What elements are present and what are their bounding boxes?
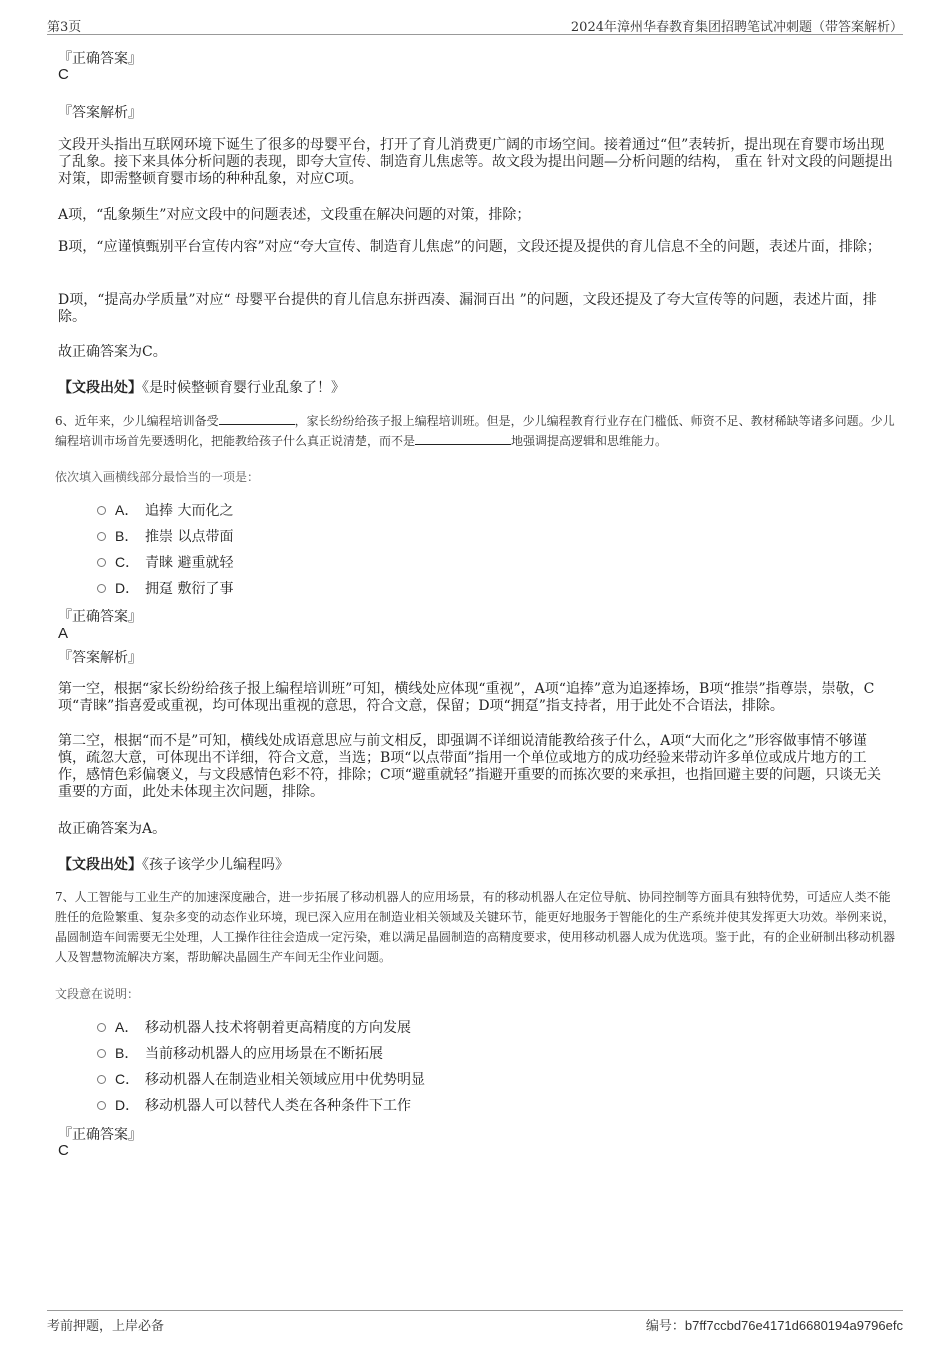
q7-option-d[interactable]: D． 移动机器人可以替代人类在各种条件下工作	[97, 1095, 411, 1115]
footer-slogan: 考前押题，上岸必备	[47, 1319, 165, 1334]
page-header	[47, 14, 903, 35]
q6-option-d[interactable]: D． 拥趸 敷衍了事	[97, 578, 233, 598]
radio-icon[interactable]	[97, 584, 106, 593]
analysis-paragraph: 故正确答案为C。	[58, 344, 167, 360]
q6-option-a[interactable]: A． 追捧 大而化之	[97, 500, 233, 520]
source-bracket: 【文段出处】	[58, 857, 142, 873]
question-7-prompt: 文段意在说明：	[55, 987, 140, 1001]
q6-option-b[interactable]: B． 推崇 以点带面	[97, 526, 233, 546]
source-citation	[58, 854, 289, 874]
fill-blank-2[interactable]	[415, 432, 511, 445]
radio-icon[interactable]	[97, 532, 106, 541]
analysis-paragraph: 第一空，根据“家长纷纷给孩子报上编程培训班”可知，横线处应体现“重视”，A项“追捧”意为追逐捧场，B项“推崇”指尊崇，崇敬，C项“青睐”指喜爱或重视，均可体现出重视的意思，符合文意，保留；D项“拥趸”指支持者，用于此处不合语法，排除。	[58, 681, 875, 714]
question-6-prompt: 依次填入画横线部分最恰当的一项是：	[55, 470, 260, 484]
radio-icon[interactable]	[97, 1101, 106, 1110]
radio-icon[interactable]	[97, 1075, 106, 1084]
q6-option-c[interactable]: C． 青睐 避重就轻	[97, 552, 233, 572]
source-title: 《孩子该学少儿编程吗》	[142, 857, 289, 873]
analysis-label: 『答案解析』	[58, 105, 142, 121]
source-bracket: 【文段出处】	[58, 380, 142, 396]
radio-icon[interactable]	[97, 506, 106, 515]
q7-option-a[interactable]: A． 移动机器人技术将朝着更高精度的方向发展	[97, 1017, 411, 1037]
radio-icon[interactable]	[97, 558, 106, 567]
correct-answer-label: 『正确答案』	[58, 1127, 142, 1143]
question-7-stem: 7、人工智能与工业生产的加速深度融合，进一步拓展了移动机器人的应用场景，有的移动机器人在定位导航、协同控制等方面具有独特优势，可适应人类不能胜任的危险繁重、复杂多变的动态作业环境，现已深入应用在制造业相关领域及关键环节，能更好地服务于智能化的生产系统并使其发挥更大功效。举例来说，晶圆制造车间需要无尘处理，人工操作往往会造成一定污染，难以满足晶圆制造的高精度要求，使用移动机器人成为优选项。鉴于此，有的企业研制出移动机器人及智慧物流解决方案，帮助解决晶圆生产车间无尘作业问题。	[55, 890, 896, 964]
analysis-paragraph: D项，“提高办学质量”对应“ 母婴平台提供的育儿信息东拼西凑、漏洞百出 ”的问题，文段还提及了夸大宣传等的问题，表述片面，排除。	[58, 292, 877, 325]
radio-icon[interactable]	[97, 1049, 106, 1058]
correct-answer: C	[58, 1142, 69, 1159]
correct-answer: C	[58, 66, 69, 83]
q7-option-b[interactable]: B． 当前移动机器人的应用场景在不断拓展	[97, 1043, 383, 1063]
analysis-label: 『答案解析』	[58, 650, 142, 666]
q7-option-c[interactable]: C． 移动机器人在制造业相关领域应用中优势明显	[97, 1069, 425, 1089]
document-title: 2024年漳州华春教育集团招聘笔试冲刺题（带答案解析）	[570, 20, 903, 35]
analysis-paragraph: 故正确答案为A。	[58, 821, 167, 837]
correct-answer-label: 『正确答案』	[58, 609, 142, 625]
document-code: 编号：b7ff7ccbd76e4171d6680194a9796efc	[645, 1318, 903, 1334]
source-citation	[58, 377, 345, 397]
analysis-paragraph: 第二空，根据“而不是”可知，横线处成语意思应与前文相反，即强调不详细说清能教给孩子什么，A项“大而化之”形容做事情不够谨慎，疏忽大意，可体现出不详细，符合文意，当选；B项“以点带面”指用一个单位或地方的成功经验来带动许多单位或成片地方的工作，感情色彩偏褒义，与文段感情色彩不符，排除；C项“避重就轻”指避开重要的而拣次要的来承担，也指回避主要的问题，只谈无关重要的方面，此处未体现主次问题，排除。	[58, 733, 882, 800]
correct-answer: A	[58, 625, 69, 642]
correct-answer-label: 『正确答案』	[58, 51, 142, 67]
question-6-stem: 6、近年来，少儿编程培训备受 ，家长纷纷给孩子报上编程培训班。但是，少儿编程教育行业存在门槛低、师资不足、教材稀缺等诸多问题。少儿编程培训市场首先要透明化，把能教给孩子什么真正说清楚，而不是 地强调提高逻辑和思维能力。	[55, 414, 895, 448]
radio-icon[interactable]	[97, 1023, 106, 1032]
page-footer	[47, 1310, 903, 1333]
analysis-paragraph: B项，“应谨慎甄别平台宣传内容”对应“夸大宣传、制造育儿焦虑”的问题，文段还提及提供的育儿信息不全的问题，表述片面，排除；	[58, 239, 881, 255]
source-title: 《是时候整顿育婴行业乱象了！》	[142, 380, 345, 396]
analysis-paragraph: 文段开头指出互联网环境下诞生了很多的母婴平台，打开了育儿消费更广阔的市场空间。接着通过“但”表转折，提出现在育婴市场出现了乱象。接下来具体分析问题的表现，即夸大宣传、制造育儿焦虑等。故文段为提出问题—分析问题的结构， 重在 针对文段的问题提出对策，即需整顿育婴市场的种种乱象，对应C项。	[58, 137, 893, 187]
analysis-paragraph: A项，“乱象频生”对应文段中的问题表述，文段重在解决问题的对策，排除；	[58, 207, 531, 223]
fill-blank-1[interactable]	[219, 412, 295, 425]
page-number: 第3页	[47, 20, 82, 35]
